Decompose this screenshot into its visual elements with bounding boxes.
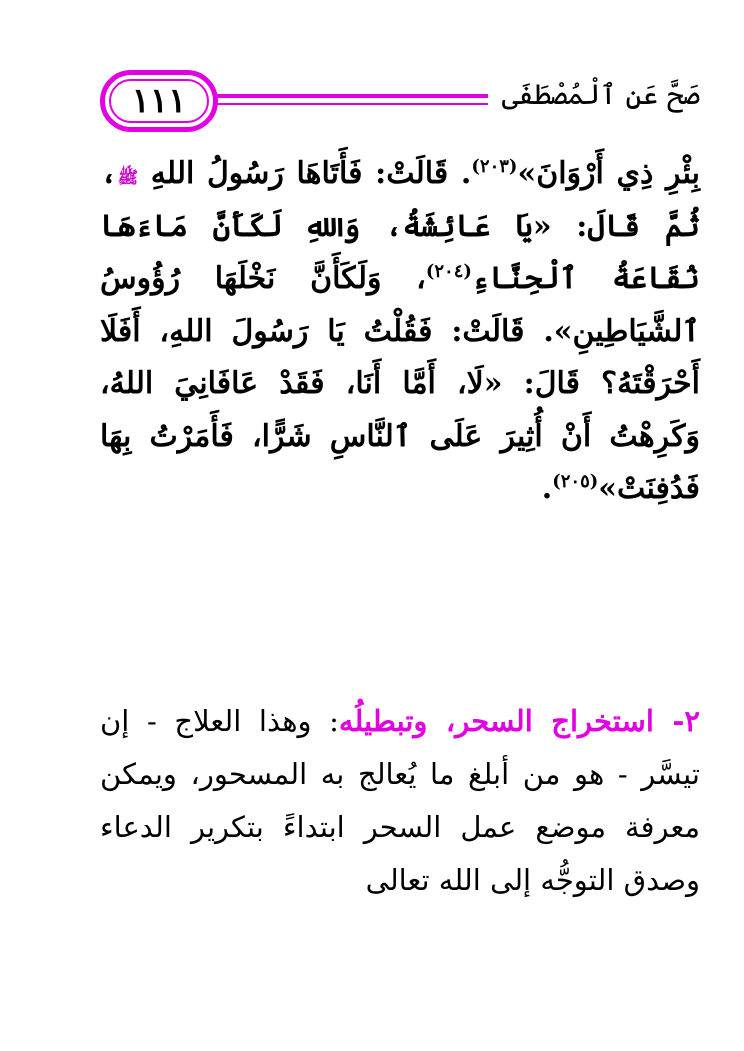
hadith-part-1: بِئْرِ ذِي أَرْوَانَ» bbox=[517, 156, 700, 191]
section-body: : وهذا العلاج - إن تيسَّر - هو من أبلغ ما يُعالج به المسحور، ويمكن معرفة موضع عمل السحر ابتداءً بتكرير الدعاء وصدق التوجُّه إلى الله تعالى bbox=[100, 704, 700, 897]
hadith-part-3: ، ثُمَّ قَالَ: «يَا عَائِشَةُ، وَاللهِ لَكَأَنَّ مَاءَهَا نُقَاعَةُ ٱلْحِنَّاءِ bbox=[100, 156, 700, 296]
page-number-badge bbox=[100, 70, 218, 132]
section-paragraph bbox=[100, 695, 700, 907]
hadith-text bbox=[100, 148, 700, 516]
footnote-ref-203: (٢٠٣) bbox=[471, 156, 518, 177]
book-title: صَحَّ عَنِ ٱلْمُصْطَفَى bbox=[501, 78, 700, 111]
hadith-part-5: . bbox=[541, 471, 553, 506]
footnote-ref-204: (٢٠٤) bbox=[425, 261, 472, 282]
salawat-glyph: ﷺ bbox=[117, 168, 139, 188]
hadith-part-4: ، وَلَكَأَنَّ نَخْلَهَا رُؤُوسُ ٱلشَّيَاطِينِ». قَالَتْ: فَقُلْتُ يَا رَسُولَ اللهِ، أَفَلَا أَحْرَقْتَهُ؟ قَالَ: «لَا، أَمَّا أَنَا، فَقَدْ عَافَانِيَ اللهُ، وَكَرِهْتُ أَنْ أُثِيرَ عَلَى ٱلنَّاسِ شَرًّا، فَأَمَرْتُ بِهَا فَدُفِنَتْ» bbox=[100, 261, 700, 506]
header-rule-thin bbox=[216, 103, 488, 105]
header-rule bbox=[216, 94, 488, 98]
page-header bbox=[100, 70, 700, 136]
section-heading: ٢- استخراج السحر، وتبطيلُه bbox=[338, 704, 700, 738]
footnote-ref-205: (٢٠٥) bbox=[552, 471, 599, 492]
hadith-part-2: . قَالَتْ: فَأَتَاهَا رَسُولُ اللهِ bbox=[150, 156, 472, 191]
page-number: ١١١ bbox=[131, 81, 187, 121]
